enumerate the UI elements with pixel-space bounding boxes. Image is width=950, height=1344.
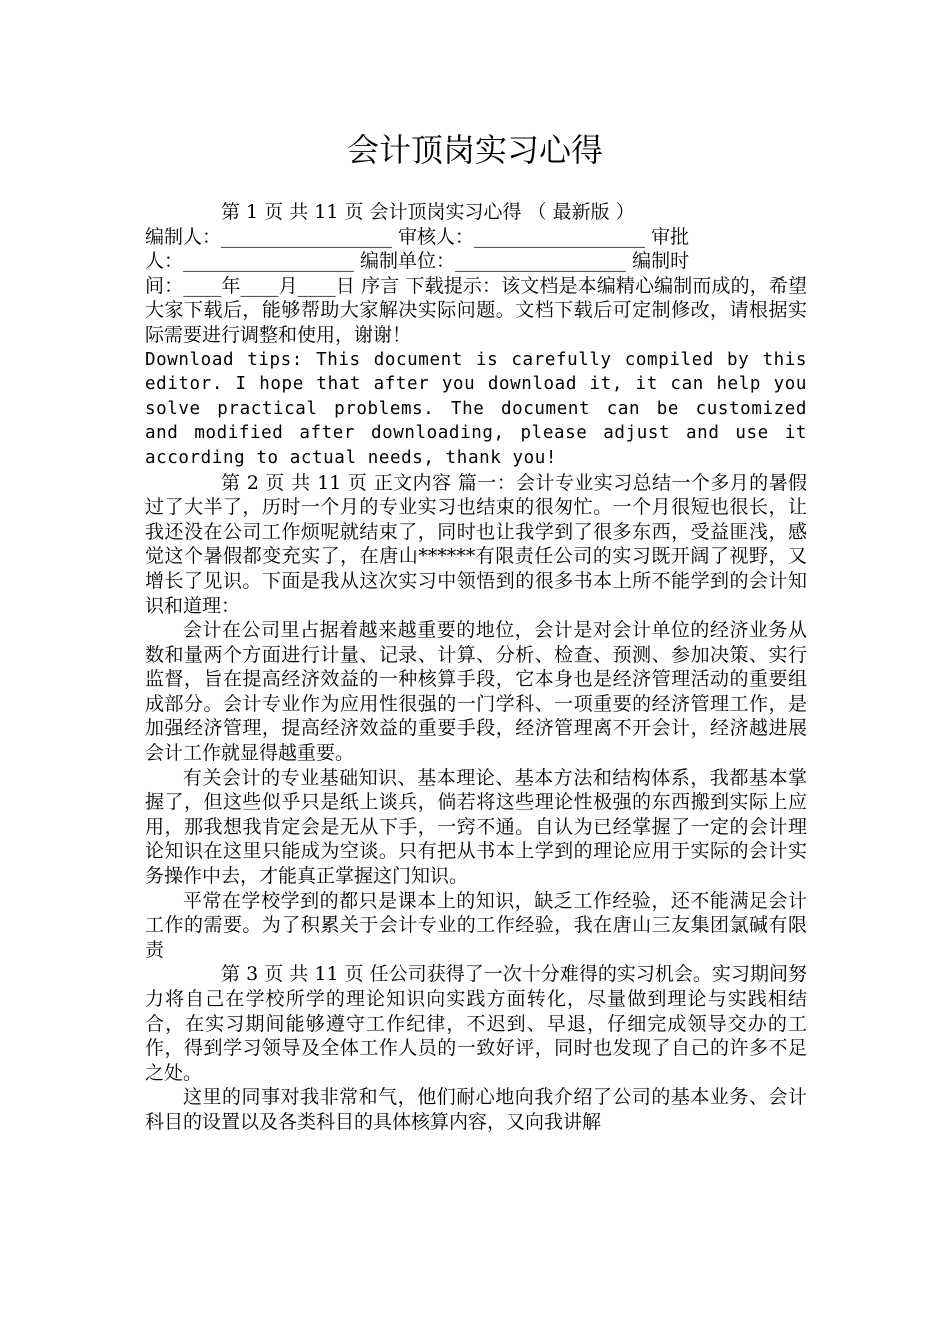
page-2-body: 第 2 页 共 11 页 正文内容 篇一：会计专业实习总结一个多月的暑假过了大半了，历时一个月的专业实习也结束的很匆忙。一个月很短也很长，让我还没在公司工作烦呢就结束了，同时也让我学到了很多东西，受益匪浅，感觉这个暑假都变充实了，在唐山******有限责任公司的实习既开阔了视野，又增长了见识。下面是我从这次实习中领悟到的很多书本上所不能学到的会计知识和道理： xyxy=(145,471,807,617)
paragraph-1: 会计在公司里占据着越来越重要的地位，会计是对会计单位的经济业务从数和量两个方面进行计量、记录、计算、分析、检查、预测、参加决策、实行监督，旨在提高经济效益的一种核算手段，它本身也是经济管理活动的重要组成部分。会计专业作为应用性很强的一门学科、一项重要的经济管理工作，是加强经济管理，提高经济效益的重要手段，经济管理离不开会计，经济越进展会计工作就显得越重要。 xyxy=(145,619,807,765)
download-tips-english: Download tips: This document is carefully compiled by this editor. I hope that after you download it, it can help you solve practical problems. The document can be customized and modified after downloading, please adjust and use it according to actual needs, thank you! xyxy=(145,349,807,468)
document-title: 会计顶岗实习心得 xyxy=(346,131,603,169)
meta-line-editor: 编制人：__________________ 审核人：__________________ 审批 xyxy=(145,225,690,248)
paragraph-2: 有关会计的专业基础知识、基本理论、基本方法和结构体系，我都基本掌握了，但这些似乎只是纸上谈兵，倘若将这些理论性极强的东西搬到实际上应用，那我想我肯定会是无从下手，一窍不通。自认为已经掌握了一定的会计理论知识在这里只能成为空谈。只有把从书本上学到的理论应用于实际的会计实务操作中去，才能真正掌握这门知识。 xyxy=(145,766,807,888)
meta-line-unit: 人：__________________ 编制单位：__________________ 编制时 xyxy=(145,250,690,273)
paragraph-3: 平常在学校学到的都只是课本上的知识，缺乏工作经验，还不能满足会计工作的需要。为了积累关于会计专业的工作经验，我在唐山三友集团氯碱有限责 xyxy=(145,889,807,961)
paragraph-4: 这里的同事对我非常和气，他们耐心地向我介绍了公司的基本业务、会计科目的设置以及各类科目的具体核算内容，又向我讲解 xyxy=(145,1086,807,1133)
meta-line-date-preface: 间：____年____月____日 序言 下载提示：该文档是本编精心编制而成的，希望大家下载后，能够帮助大家解决实际问题。文档下载后可定制修改，请根据实际需要进行调整和使用，谢谢！ xyxy=(145,274,807,346)
page-1-header: 第 1 页 共 11 页 会计顶岗实习心得 （ 最新版 ） xyxy=(221,201,635,223)
document-body xyxy=(145,200,807,1135)
page-3-body: 第 3 页 共 11 页 任公司获得了一次十分难得的实习机会。实习期间努力将自己在学校所学的理论知识向实践方面转化，尽量做到理论与实践相结合，在实习期间能够遵守工作纪律，不迟到、早退，仔细完成领导交办的工作，得到学习领导及全体工作人员的一致好评，同时也发现了自己的许多不足之处。 xyxy=(145,963,807,1084)
